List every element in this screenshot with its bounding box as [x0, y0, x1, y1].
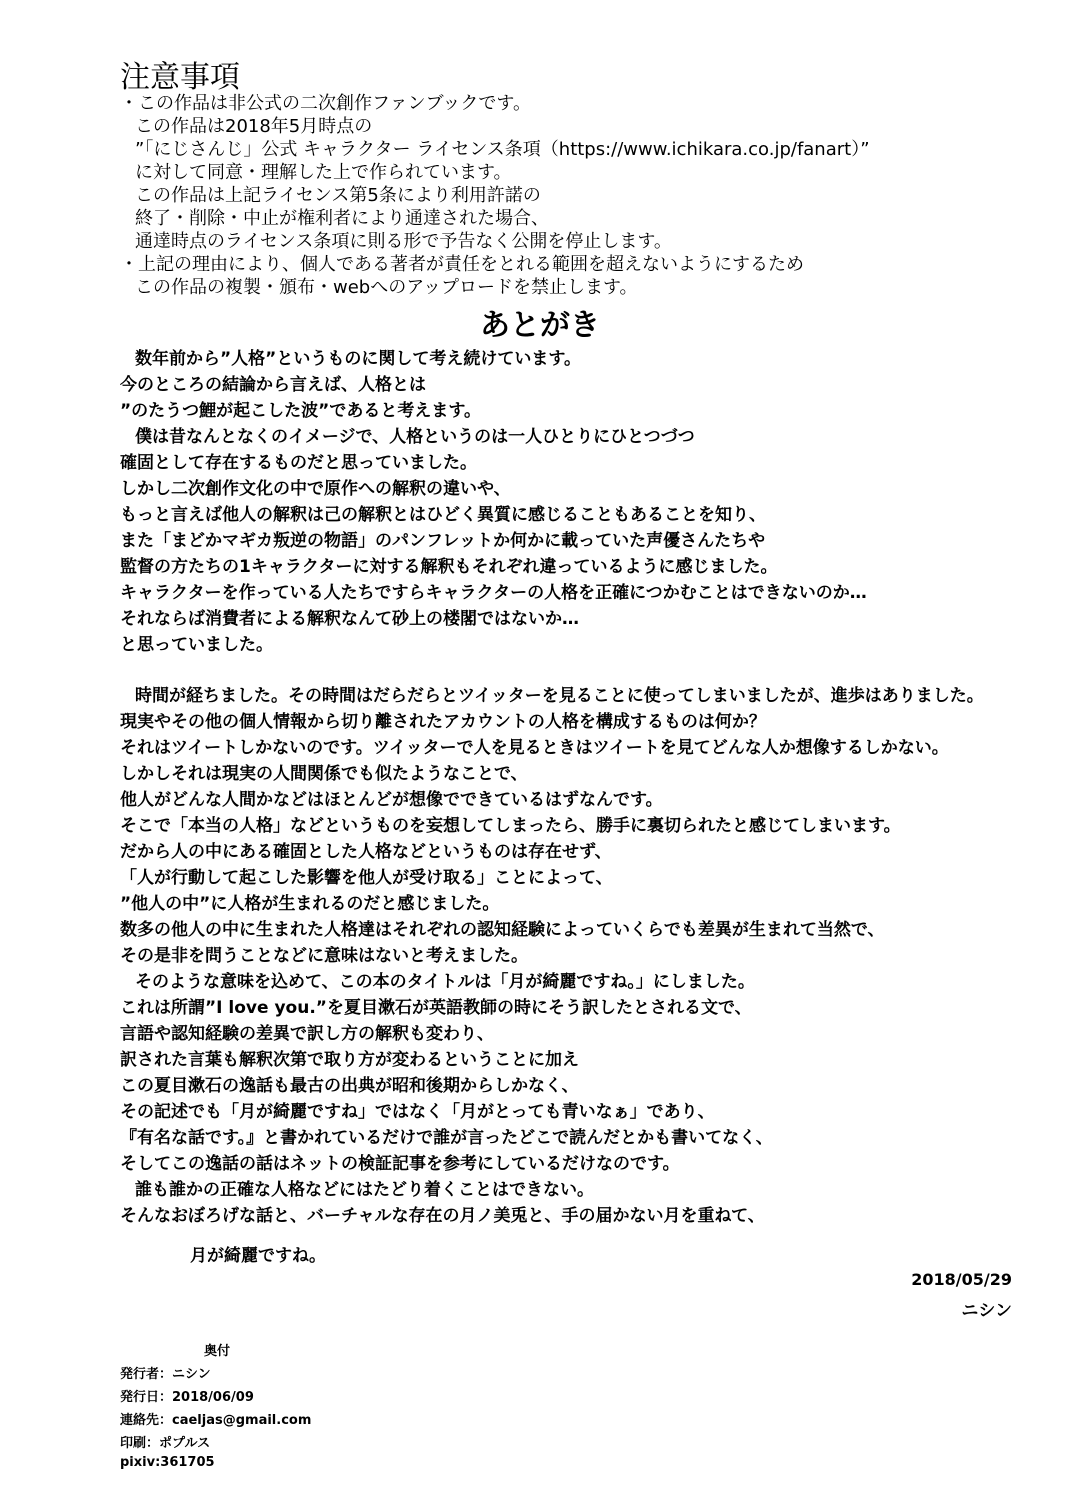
afterword-line: そしてこの逸話の話はネットの検証記事を参考にしているだけなのです。 — [120, 1154, 680, 1174]
afterword-line: それはツイートしかないのです。ツイッターで人を見るときはツイートを見てどんな人か想像するしかない。 — [120, 738, 949, 758]
notice-line: 終了・削除・中止が権利者により通達された場合、 — [135, 208, 549, 229]
notice-line: この作品の複製・頒布・webへのアップロードを禁止します。 — [135, 277, 638, 298]
afterword-line: そのような意味を込めて、この本のタイトルは「月が綺麗ですね。」にしました。 — [135, 972, 755, 992]
afterword-line: 現実やその他の個人情報から切り離されたアカウントの人格を構成するものは何か？ — [120, 712, 766, 732]
afterword-line: 僕は昔なんとなくのイメージで、人格というのは一人ひとりにひとつづつ — [135, 427, 695, 447]
colophon-line: 印刷：ポプルス — [120, 1436, 211, 1451]
afterword-line: だから人の中にある確固とした人格などというものは存在せず、 — [120, 842, 612, 862]
notice-line: 通達時点のライセンス条項に則る形で予告なく公開を停止します。 — [135, 231, 672, 252]
afterword-line: その是非を問うことなどに意味はないと考えました。 — [120, 946, 528, 966]
notice-line: ・この作品は非公式の二次創作ファンブックです。 — [120, 93, 531, 114]
afterword-line: ”のたうつ鯉が起こした波”であると考えます。 — [120, 401, 481, 421]
afterword-line: また「まどかマギカ叛逆の物語」のパンフレットか何かに載っていた声優さんたちや — [120, 531, 766, 551]
afterword-line: キャラクターを作っている人たちですらキャラクターの人格を正確につかむことはできないのか… — [120, 583, 867, 603]
afterword-line: その記述でも「月が綺麗ですね」ではなく「月がとっても青いなぁ」であり、 — [120, 1102, 715, 1122]
notice-line: この作品は2018年5月時点の — [135, 116, 373, 137]
afterword-line: 監督の方たちの1キャラクターに対する解釈もそれぞれ違っているように感じました。 — [120, 557, 778, 577]
colophon-line: 発行日：2018/06/09 — [120, 1390, 254, 1405]
afterword-line: 訳された言葉も解釈次第で取り方が変わるということに加え — [120, 1050, 579, 1070]
afterword-line: しかし二次創作文化の中で原作への解釈の違いや、 — [120, 479, 511, 499]
colophon-line: 発行者：ニシン — [120, 1367, 211, 1382]
notice-line: ”「にじさんじ」公式 キャラクター ライセンス条項（https://www.ichikara.co.jp/fanart）” — [135, 139, 870, 160]
afterword-date: 2018/05/29 — [911, 1270, 1012, 1289]
afterword-line: 時間が経ちました。その時間はだらだらとツイッターを見ることに使ってしまいましたが、進歩はありました。 — [135, 686, 984, 706]
closing-line: 月が綺麗ですね。 — [190, 1246, 326, 1266]
afterword-line: 誰も誰かの正確な人格などにはたどり着くことはできない。 — [135, 1180, 594, 1200]
notice-line: この作品は上記ライセンス第5条により利用許諾の — [135, 185, 541, 206]
afterword-line: と思っていました。 — [120, 635, 273, 655]
afterword-line: 数年前から”人格”というものに関して考え続けています。 — [135, 349, 581, 369]
afterword-line: この夏目漱石の逸話も最古の出典が昭和後期からしかなく、 — [120, 1076, 579, 1096]
afterword-line: ”他人の中”に人格が生まれるのだと感じました。 — [120, 894, 500, 914]
afterword-line: 数多の他人の中に生まれた人格達はそれぞれの認知経験によっていくらでも差異が生まれて当然で、 — [120, 920, 885, 940]
afterword-line: そんなおぼろげな話と、バーチャルな存在の月ノ美兎と、手の届かない月を重ねて、 — [120, 1206, 765, 1226]
afterword-line: もっと言えば他人の解釈は己の解釈とはひどく異質に感じることもあることを知り、 — [120, 505, 766, 525]
afterword-line: それならば消費者による解釈なんて砂上の楼閣ではないか… — [120, 609, 579, 629]
afterword-title: あとがき — [480, 308, 600, 343]
afterword-line: 言語や認知経験の差異で訳し方の解釈も変わり、 — [120, 1024, 494, 1044]
afterword-line: これは所謂”I love you.”を夏目漱石が英語教師の時にそう訳したとされる文で、 — [120, 998, 752, 1018]
colophon-line: pixiv:361705 — [120, 1455, 215, 1470]
afterword-line: しかしそれは現実の人間関係でも似たようなことで、 — [120, 764, 528, 784]
afterword-line: 「人が行動して起こした影響を他人が受け取る」ことによって、 — [120, 868, 613, 888]
afterword-line: 確固として存在するものだと思っていました。 — [120, 453, 477, 473]
afterword-line: 他人がどんな人間かなどはほとんどが想像でできているはずなんです。 — [120, 790, 663, 810]
notice-line: に対して同意・理解した上で作られています。 — [135, 162, 512, 183]
colophon-title: 奥付 — [204, 1344, 231, 1359]
afterword-line: 『有名な話です。』と書かれているだけで誰が言ったどこで読んだとかも書いてなく、 — [120, 1128, 773, 1148]
notice-line: ・上記の理由により、個人である著者が責任をとれる範囲を超えないようにするため — [120, 254, 804, 275]
notice-title: 注意事項 — [120, 60, 240, 95]
afterword-author: ニシン — [961, 1301, 1012, 1321]
afterword-line: 今のところの結論から言えば、人格とは — [120, 375, 426, 395]
colophon-line: 連絡先：caeljas@gmail.com — [120, 1413, 312, 1428]
afterword-line: そこで「本当の人格」などというものを妄想してしまったら、勝手に裏切られたと感じてしまいます。 — [120, 816, 901, 836]
